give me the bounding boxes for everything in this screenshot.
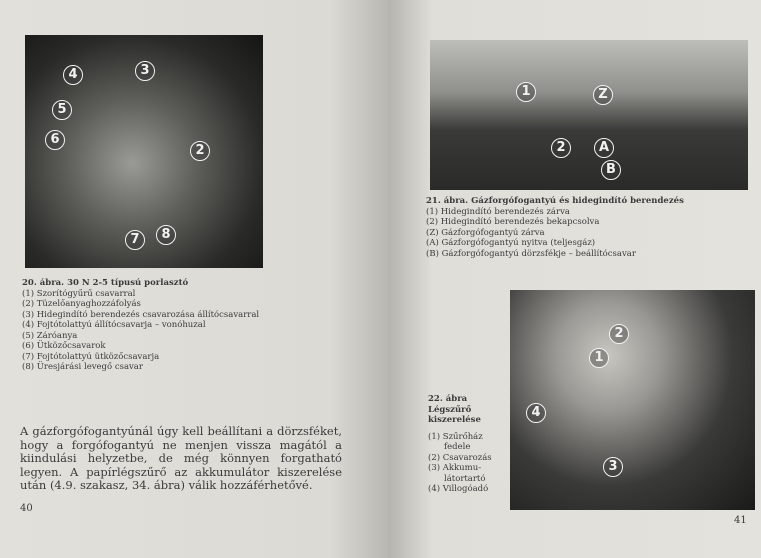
throttle-grip-photo <box>430 40 748 190</box>
caption-item: (2) Tüzelőanyaghozzáfolyás <box>22 299 141 309</box>
caption-title: Légszűrő <box>428 404 472 415</box>
callout: Z <box>593 85 613 105</box>
caption-item: (A) Gázforgófogantyú nyitva (teljesgáz) <box>426 238 596 248</box>
callout: A <box>594 138 614 158</box>
caption-item: (3) Hidegindító berendezés csavarozása állítócsavarral <box>22 309 260 320</box>
caption-item: (5) Záróanya <box>22 330 78 341</box>
callout: 1 <box>516 82 536 102</box>
callout: 6 <box>45 130 65 150</box>
caption-item: (2) Hidegindító berendezés bekapcsolva <box>426 217 600 227</box>
caption-title: kiszerelése <box>428 415 481 425</box>
figure-21-caption <box>426 196 746 259</box>
caption-title: 20. ábra. 30 N 2-5 típusú porlasztó <box>22 278 189 288</box>
callout: 2 <box>551 138 571 158</box>
caption-item: (6) Ütközőcsavarok <box>22 341 106 351</box>
caption-title: 21. ábra. Gázforgófogantyú és hidegindító berendezés <box>426 196 684 206</box>
caption-item: (B) Gázforgófogantyú dörzsfékje – beállítócsavar <box>426 248 636 259</box>
caption-item: látortartó <box>444 473 486 484</box>
callout: 3 <box>603 457 623 477</box>
callout: 4 <box>63 65 83 85</box>
callout: 7 <box>125 230 145 250</box>
caption-item: (2) Csavarozás <box>428 452 492 463</box>
callout: 2 <box>190 141 210 161</box>
air-filter-photo <box>510 290 755 510</box>
callout: 2 <box>609 324 629 344</box>
caption-title: 22. ábra <box>428 394 468 404</box>
caption-item: (1) Szorítógyűrű csavarral <box>22 288 136 299</box>
caption-item: fedele <box>444 442 471 452</box>
callout: 3 <box>135 61 155 81</box>
callout: 5 <box>52 100 72 120</box>
caption-item: (8) Üresjárási levegő csavar <box>22 362 143 372</box>
caption-item: (4) Villogóadó <box>428 484 489 494</box>
carburetor-photo <box>25 35 263 268</box>
caption-item: (7) Fojtótolattyú ütközőcsavarja <box>22 351 160 362</box>
caption-item: (1) Szűrőház <box>428 431 483 442</box>
callout: 4 <box>526 403 546 423</box>
caption-item: (3) Akkumu- <box>428 463 482 473</box>
page-number: 41 <box>734 515 747 526</box>
body-text: A gázforgófogantyúnál úgy kell beállítani a dörzsféket, hogy a forgófogantyú ne menjen vissza magától a kiindulási helyzetbe, de még könnyen forgatható legyen. A papírlégszűrő az akkumulátor kiszerelése után (4.9. szakasz, 34. ábra) válik hozzáférhetővé. <box>20 424 342 492</box>
callout: B <box>601 160 621 180</box>
page-number: 40 <box>20 503 33 514</box>
caption-item: (4) Fojtótolattyú állítócsavarja – vonóhuzal <box>22 320 206 330</box>
caption-item: (1) Hidegindító berendezés zárva <box>426 206 570 217</box>
callout: 1 <box>589 348 609 368</box>
caption-item: (Z) Gázforgófogantyú zárva <box>426 227 545 238</box>
callout: 8 <box>156 225 176 245</box>
figure-22-caption <box>428 394 510 495</box>
figure-20-caption <box>22 278 322 373</box>
